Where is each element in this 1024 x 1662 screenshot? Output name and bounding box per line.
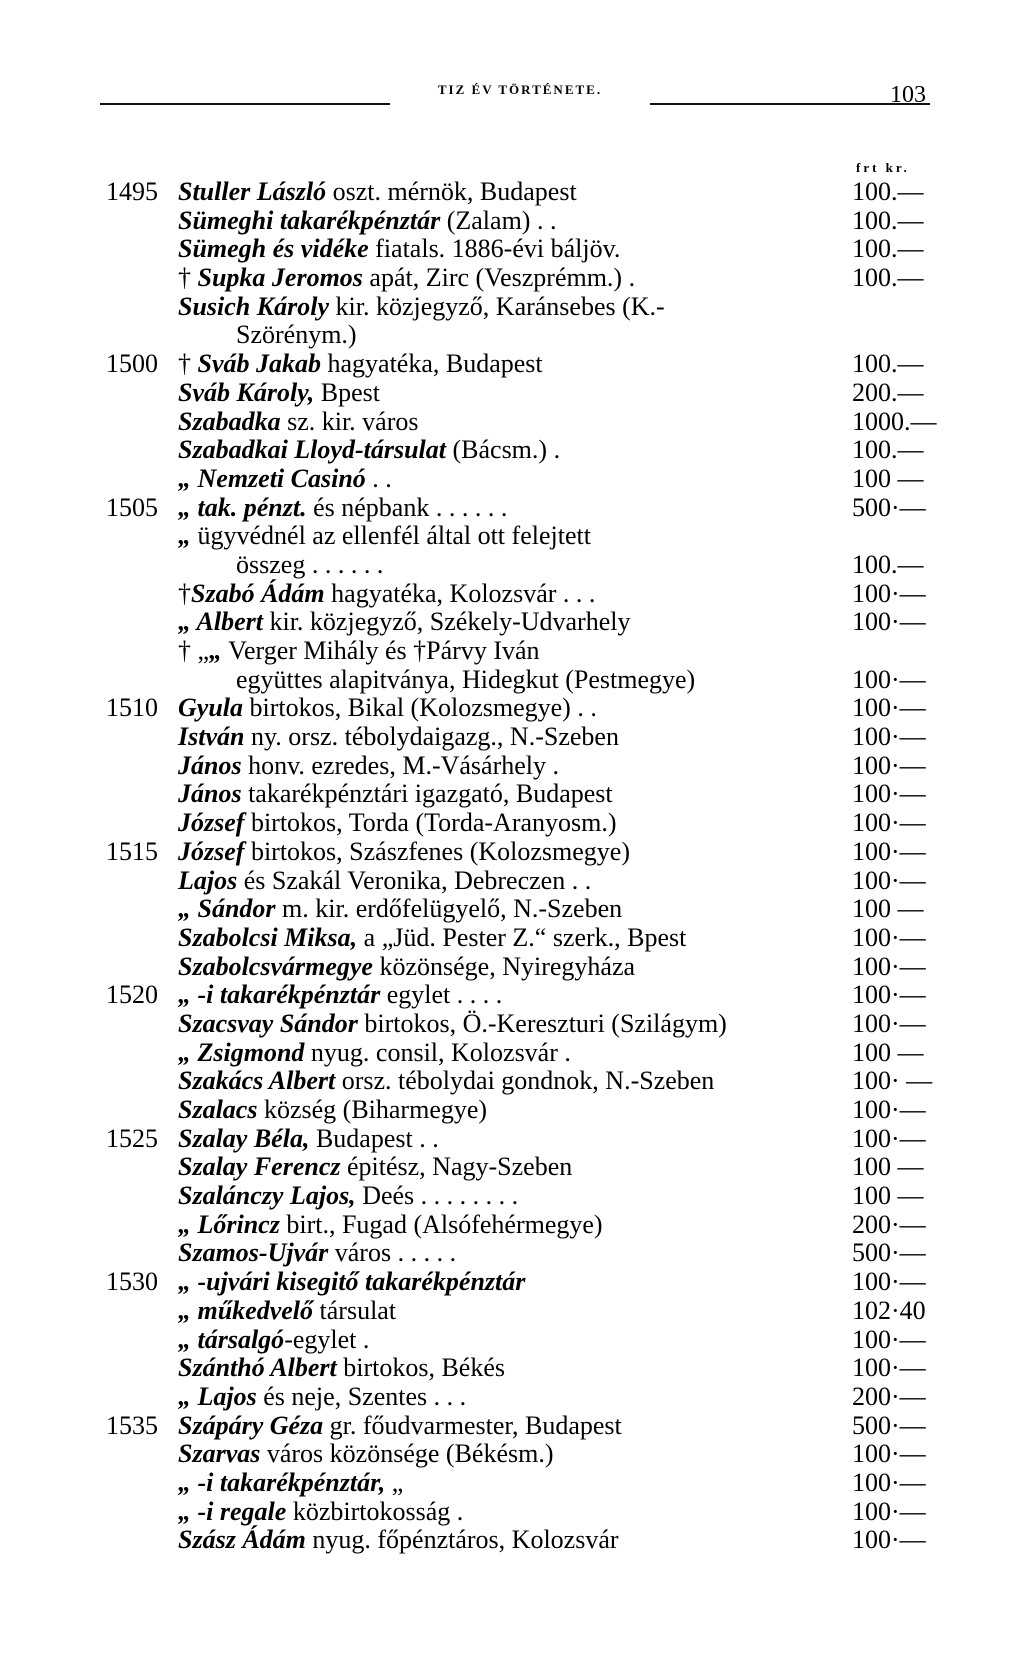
donation-amount: 500·— [852, 1410, 926, 1440]
donor-details: orsz. tébolydai gondnok, N.-Szeben [335, 1066, 715, 1096]
donation-amount: 100·— [852, 836, 926, 866]
entry-description [178, 1297, 396, 1326]
list-item [0, 752, 1024, 781]
entry-number: 1525 [106, 1123, 158, 1153]
list-item [0, 780, 1024, 809]
entry-description [178, 924, 686, 953]
entry-description [178, 895, 622, 924]
list-item [0, 953, 1024, 982]
entry-description [178, 637, 540, 666]
entry-description [178, 1498, 463, 1527]
donation-amount: 100 — [852, 894, 924, 924]
donor-details: város közönsége (Békésm.) [260, 1439, 554, 1469]
entry-description [178, 408, 419, 437]
donation-amount: 500·— [852, 492, 926, 522]
donor-name: Szakács Albert [178, 1066, 336, 1096]
deceased-mark: † [178, 349, 198, 379]
donation-amount: 100·— [852, 1439, 926, 1469]
list-item [0, 1125, 1024, 1154]
list-item [0, 293, 1024, 322]
donor-name: „ Zsigmond [178, 1037, 305, 1067]
donation-amount: 100 — [852, 1037, 924, 1067]
donation-amount: 100·— [852, 578, 926, 608]
entry-description [178, 235, 620, 264]
donor-name: Szápáry Géza [178, 1410, 324, 1440]
entry-description [178, 293, 665, 322]
donor-details: összeg . . . . . . [236, 549, 384, 579]
entry-description [178, 953, 635, 982]
donor-details: . . [365, 463, 392, 493]
donor-name: „ Albert [178, 607, 263, 637]
header-rule-right [650, 103, 930, 105]
list-item [0, 694, 1024, 723]
list-item [0, 1354, 1024, 1383]
donation-amount: 100·— [852, 808, 926, 838]
donor-details: (Bácsm.) . [445, 435, 561, 465]
entry-description [178, 1354, 505, 1383]
donor-name: „ -i regale [178, 1496, 287, 1526]
running-title: TIZ ÉV TÖRTÉNETE. [437, 82, 603, 97]
currency-units: frt kr. [856, 160, 910, 175]
donor-details: és népbank . . . . . . [306, 492, 508, 522]
donor-details: oszt. mérnök, Budapest [326, 177, 577, 206]
list-item [0, 1039, 1024, 1068]
donor-name: Sváb Jakab [197, 349, 321, 379]
donor-name: Szalay Ferencz [178, 1152, 341, 1182]
donor-details: honv. ezredes, M.-Vásárhely . [241, 750, 559, 780]
donor-details: birtokos, Szászfenes (Kolozsmegye) [244, 836, 630, 866]
entry-description [236, 551, 383, 580]
list-item [0, 1182, 1024, 1211]
list-item [0, 924, 1024, 953]
list-item [0, 1440, 1024, 1469]
entry-description [178, 1182, 518, 1211]
list-item [0, 1412, 1024, 1441]
donation-amount: 102·40 [852, 1295, 926, 1325]
entry-description [178, 1010, 727, 1039]
page-number: 103 [890, 82, 926, 108]
donor-details: Bpest [314, 377, 380, 407]
donor-name: Gyula [178, 693, 243, 723]
donor-name: Stuller László [178, 177, 327, 206]
donation-amount: 100·— [852, 980, 926, 1010]
donation-amount: 200·— [852, 1209, 926, 1239]
donor-details: együttes alapitványa, Hidegkut (Pestmegye) [236, 664, 696, 694]
donor-name: Szabolcsvármegye [178, 951, 373, 981]
donation-amount: 100·— [852, 1525, 926, 1555]
donor-details: „ [385, 1467, 404, 1497]
donor-details: Szörénym.) [236, 320, 357, 350]
donation-amount: 100·— [852, 750, 926, 780]
donor-details: nyug. consil, Kolozsvár . [304, 1037, 571, 1067]
donation-amount: 100·— [852, 1095, 926, 1124]
list-item [0, 321, 1024, 350]
entry-description [178, 1096, 487, 1125]
list-item [0, 1326, 1024, 1355]
list-item [0, 1498, 1024, 1527]
entry-number: 1515 [106, 836, 158, 866]
list-item [0, 494, 1024, 523]
donation-amount: 100·— [852, 865, 926, 895]
list-item [0, 666, 1024, 695]
donor-details: nyug. főpénztáros, Kolozsvár [305, 1525, 619, 1555]
list-item [0, 637, 1024, 666]
donation-amount: 100 — [852, 1181, 924, 1211]
entry-number: 1535 [106, 1410, 158, 1440]
deceased-mark: † [178, 578, 191, 608]
list-item [0, 809, 1024, 838]
donation-amount: 100·— [852, 1123, 926, 1153]
entry-description [178, 1383, 466, 1412]
list-item [0, 465, 1024, 494]
donation-amount: 100·— [852, 1496, 926, 1526]
list-item [0, 1297, 1024, 1326]
entry-description [178, 608, 630, 637]
donation-amount: 100·— [852, 1324, 926, 1354]
list-item [0, 436, 1024, 465]
deceased-mark: † „ [178, 636, 210, 665]
donor-details: birtokos, Ö.-Kereszturi (Szilágym) [357, 1008, 727, 1038]
entry-number: 1530 [106, 1267, 158, 1297]
donor-details: kir. közjegyző, Karánsebes (K.- [329, 291, 665, 321]
donation-amount: 100.— [852, 263, 924, 293]
donation-amount: 100.— [852, 435, 924, 465]
entry-description [178, 379, 380, 408]
donor-details: a „Jüd. Pester Z.“ szerk., Bpest [357, 922, 687, 952]
donor-name: „ tak. pénzt. [178, 492, 307, 522]
donor-name: „ Sándor [178, 894, 276, 924]
entry-number: 1495 [106, 177, 158, 206]
list-item [0, 522, 1024, 551]
entry-description [178, 981, 502, 1010]
donor-name: Supka Jeromos [197, 263, 363, 293]
donor-details: takarékpénztári igazgató, Budapest [241, 779, 613, 809]
donor-details: birtokos, Békés [336, 1353, 505, 1383]
list-item [0, 895, 1024, 924]
entry-description [178, 1440, 554, 1469]
donor-details: Deés . . . . . . . . [355, 1181, 519, 1211]
donor-name: János [178, 779, 242, 809]
page-header [100, 78, 930, 118]
donor-name: „ műkedvelő [178, 1295, 314, 1325]
entry-description [178, 1469, 403, 1498]
entry-description [178, 1211, 603, 1240]
donor-name: „ társalgó [178, 1324, 285, 1354]
donor-details: ny. orsz. tébolydaigazg., N.-Szeben [244, 722, 619, 752]
list-item [0, 867, 1024, 896]
donation-amount: 100·— [852, 607, 926, 637]
donation-amount: 100·— [852, 1467, 926, 1497]
list-item [0, 551, 1024, 580]
entry-number: 1505 [106, 492, 158, 522]
list-item [0, 350, 1024, 379]
entry-description [178, 694, 597, 723]
entry-description [178, 1067, 714, 1096]
entry-description [178, 1326, 369, 1355]
donor-details: birt., Fugad (Alsófehérmegye) [279, 1209, 603, 1239]
entry-description [178, 207, 556, 236]
donor-name: Szabadka [178, 406, 281, 436]
entry-description [178, 350, 543, 379]
list-item [0, 264, 1024, 293]
entry-description [178, 723, 619, 752]
list-item [0, 408, 1024, 437]
list-item [0, 1383, 1024, 1412]
donation-amount: 100 — [852, 1152, 924, 1182]
donor-name: Sváb Károly, [178, 377, 315, 407]
donor-details: apát, Zirc (Veszprémm.) . [362, 263, 636, 293]
donation-amount: 100·— [852, 951, 926, 981]
entry-description [178, 809, 617, 838]
entry-description [178, 1412, 622, 1441]
donation-amount: 100.— [852, 177, 924, 206]
donor-details: birtokos, Torda (Torda-Aranyosm.) [244, 808, 617, 838]
donor-name: Szabolcsi Miksa, [178, 922, 358, 952]
donation-amount: 100·— [852, 722, 926, 752]
entry-description [178, 1239, 456, 1268]
list-item [0, 1211, 1024, 1240]
entry-description [178, 838, 630, 867]
donor-name: Susich Károly [178, 291, 329, 321]
donation-amount: 100.— [852, 549, 924, 579]
donor-details: hagyatéka, Budapest [321, 349, 543, 379]
donor-name: Szacsvay Sándor [178, 1008, 358, 1038]
entry-description [178, 580, 595, 609]
donor-details: közbirtokosság . [286, 1496, 464, 1526]
donation-amount: 100·— [852, 1267, 926, 1297]
donation-amount: 100·— [852, 922, 926, 952]
list-item [0, 1268, 1024, 1297]
donor-name: Szalacs [178, 1095, 258, 1124]
entry-description [178, 867, 591, 896]
donor-details: és Szakál Veronika, Debreczen . . [237, 865, 592, 895]
donor-name: Szabadkai Lloyd-társulat [178, 435, 446, 465]
donor-details: (Zalam) . . [440, 205, 557, 235]
donor-name: Szánthó Albert [178, 1353, 337, 1383]
list-item [0, 1526, 1024, 1555]
donor-details: gr. főudvarmester, Budapest [323, 1410, 622, 1440]
donor-details: -egylet . [284, 1324, 370, 1354]
donation-amount: 500·— [852, 1238, 926, 1268]
donor-name: József [178, 808, 245, 838]
donor-details: sz. kir. város [280, 406, 419, 436]
donation-amount: 100·— [852, 1353, 926, 1383]
donation-amount: 100 — [852, 463, 924, 493]
donation-amount: 100·— [852, 664, 926, 694]
list-item [0, 1469, 1024, 1498]
donor-details: város . . . . . [328, 1238, 457, 1268]
entry-description [178, 1125, 439, 1154]
donor-name: „ Lajos [178, 1381, 257, 1411]
entry-description [178, 522, 591, 551]
donor-details: Verger Mihály és †Párvy Iván [222, 636, 540, 665]
donation-amount: 100· — [852, 1066, 933, 1096]
list-item [0, 207, 1024, 236]
donation-amount: 100.— [852, 349, 924, 379]
deceased-mark: † [178, 263, 198, 293]
entry-description [178, 264, 635, 293]
list-item [0, 981, 1024, 1010]
list-item [0, 1096, 1024, 1125]
list-item [0, 838, 1024, 867]
donor-name: „ Lőrincz [178, 1209, 280, 1239]
donor-name: „ -i takarékpénztár, [178, 1467, 386, 1497]
donor-details: birtokos, Bikal (Kolozsmegye) . . [243, 693, 597, 723]
donor-name: Szász Ádám [178, 1525, 306, 1555]
entry-description [178, 1268, 525, 1297]
list-item [0, 723, 1024, 752]
list-item [0, 608, 1024, 637]
donation-amount: 100.— [852, 234, 924, 264]
list-item [0, 1239, 1024, 1268]
donation-amount: 1000.— [852, 406, 937, 436]
entry-description [178, 436, 560, 465]
entry-number: 1500 [106, 349, 158, 379]
donation-amount: 100.— [852, 205, 924, 235]
entry-description [178, 494, 507, 523]
entry-description [178, 465, 392, 494]
donor-name: „ -ujvári kisegitő takarékpénztár [178, 1267, 526, 1297]
donor-name: Sümeghi takarékpénztár [178, 205, 441, 235]
donor-name: „ Nemzeti Casinó [178, 463, 366, 493]
list-item [0, 1010, 1024, 1039]
donor-name: Szalay Béla, [178, 1123, 310, 1153]
donor-name: Szamos-Ujvár [178, 1238, 329, 1268]
donation-amount: 100·— [852, 1008, 926, 1038]
entry-description [178, 1526, 619, 1555]
donor-name: János [178, 750, 242, 780]
donor-details: társulat [313, 1295, 397, 1325]
donor-details: hagyatéka, Kolozsvár . . . [324, 578, 596, 608]
list-item [0, 580, 1024, 609]
donor-details: fiatals. 1886-évi báljöv. [368, 234, 621, 264]
donation-amount: 200·— [852, 1381, 926, 1411]
donor-name: Szalánczy Lajos, [178, 1181, 356, 1211]
entry-description [178, 1153, 572, 1182]
list-item [0, 178, 1024, 207]
donor-details: közönsége, Nyiregyháza [372, 951, 636, 981]
list-item [0, 1067, 1024, 1096]
donor-name: Szabó Ádám [191, 578, 325, 608]
entry-description [178, 178, 577, 207]
donor-details: és neje, Szentes . . . [256, 1381, 467, 1411]
donation-amount: 100·— [852, 693, 926, 723]
donor-details: m. kir. erdőfelügyelő, N.-Szeben [275, 894, 623, 924]
donor-name: István [178, 722, 245, 752]
donor-details: épitész, Nagy-Szeben [340, 1152, 573, 1182]
donation-amount: 100·— [852, 779, 926, 809]
donor-list [0, 178, 1024, 1555]
entry-description [178, 1039, 571, 1068]
donor-details: egylet . . . . [380, 980, 503, 1010]
entry-description [178, 780, 613, 809]
donor-details: ügyvédnél az ellenfél által ott felejtett [191, 521, 591, 551]
donor-details: Budapest . . [309, 1123, 439, 1153]
donor-name: „ [209, 636, 223, 665]
entry-number: 1520 [106, 980, 158, 1010]
donor-name: „ -i takarékpénztár [178, 980, 381, 1010]
donor-name: Szarvas [178, 1439, 261, 1469]
list-item [0, 379, 1024, 408]
donor-details: kir. közjegyző, Székely-Udvarhely [262, 607, 631, 637]
donor-name: József [178, 836, 245, 866]
donation-amount: 200.— [852, 377, 924, 407]
entry-number: 1510 [106, 693, 158, 723]
donor-details: község (Biharmegye) [257, 1095, 488, 1124]
donor-name: Sümegh és vidéke [178, 234, 369, 264]
entry-description [236, 666, 695, 695]
list-item [0, 235, 1024, 264]
entry-description [236, 321, 357, 350]
list-item [0, 1153, 1024, 1182]
entry-description [178, 752, 559, 781]
donor-name: „ [178, 521, 191, 551]
donor-name: Lajos [178, 865, 238, 895]
header-rule-left [100, 103, 390, 105]
